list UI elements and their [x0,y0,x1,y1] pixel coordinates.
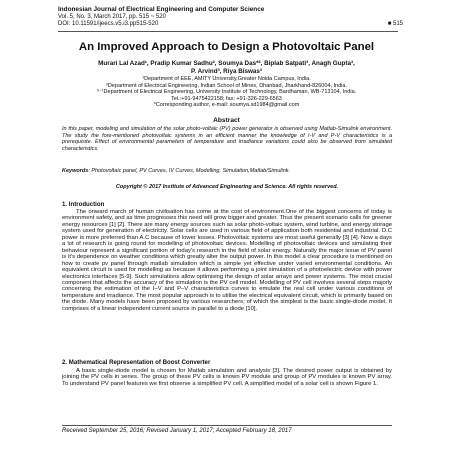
section-1-paragraph: The onward march of human civilisation has come at the cost of environment.One of the biggest concerns of today is environment safety, and as time progresses this need will grow bigger and greater. Thus the present scenario calls for greener energy resources [1] [2]. There are many energy sources such as solar photo-voltaic system, wind turbine, and energy storage system used for generation of electricity. Solar cells are used in various field of application both residential and industrial. D.C power is more preferred than A.C because of lower losses. Photovoltaic systems are most useful generally [3] [4]. Now a days a lot of research is going round for modelling of photovoltaic devices. Modelling of photovoltaic devices and simulating their behaviour represent a significant portion of today's research in the field of solar energy. Naturally the major issue of PV panel is it's dependence on weather conditions which greatly alter the output power. In this model a clear procedure is mentioned on how to create pv panel through matlab simulation which is simple yet effective under varied environmental conditions. An equivalent circuit is used for modelling as because it allows performing a joint simulation of a photoelectric device with power electronics interfaces [5-9]. Such simulations allow optimising the design of solar arrays and power systems. The most crucial component that affects the accuracy of the simulation is the PV cell model. Modelling of PV cell involves several steps majorly concerning the estimation of the I–V and P–V characteristics curves to emulate the real cell under various conditions of temperature and irradiance. The most popular approach is to utilise the electrical equivalent circuit, which is primarily based on the diode. Many models have been proposed by various researchers; of which the simplest is the basic single-diode model. It comprises of a linear independent current source in parallel to a diode [10]. [62,209,392,312]
copyright-notice: Copyright © 2017 Institute of Advanced Engineering and Science. All rights reserved. [115,184,339,190]
affiliations [40,76,413,109]
keywords-text: : Photovoltaic panel, PV Curves, IV Curves, Modelling, Simulation,Matlab/Simulink. [88,168,291,174]
section-1-heading: 1. Introduction [62,201,105,208]
section-2-paragraph: A basic single-diode model is chosen for Matlab simulation and analysis [3]. The desired power output is obtained by joining the PV cells in series. The group of these PV cells is known PV module and group of PV modules is known PV array. To understand PV panel features we first observe a simplified PV cell. A simplified model of a solar cell is shown Figure 1. [62,368,392,387]
author-list [40,60,413,75]
affiliation-2: ²Department of Electrical Engineering, Indian School of Mines, Dhanbad, Jharkhand-826004, India. [106,82,347,89]
affiliation-3: ³⁻⁷Department of Electrical Engineering, University Institute of Technology, Bardhaman, WB-713104, India. [96,89,357,96]
journal-name: Indonesian Journal of Electrical Engineering and Computer Science [58,6,265,13]
section-2-body [62,368,392,387]
affiliation-1: ¹Department of EEE, AMITY University,Greater Noida Campus, India. [142,76,311,82]
header-rule [58,31,398,32]
paper-title: An Improved Approach to Design a Photovoltaic Panel [78,41,375,53]
page-marker: ■ 515 [387,20,403,27]
keywords [62,168,392,175]
doi-text: DOI: 10.11591/ijeecs.v5.i3.pp515-520 [58,20,159,27]
volume-line: Vol. 5, No. 3, March 2017, pp. 515 ~ 520 [58,13,166,20]
contact-line: Tel.:+91-9475422158; fax: +91-326-229-6563 [171,95,282,102]
section-2-heading: 2. Mathematical Representation of Boost Converter [62,359,211,366]
authors-line-1: Murari Lal Azad¹, Pradip Kumar Sadhu², Soumya Das*², Biplab Satpati³, Anagh Gupta³, [98,60,355,67]
abstract-heading: Abstract [213,117,240,124]
doi-line [58,21,403,28]
abstract-text: In this paper, modeling and simulation of the solar photo-voltaic (PV) power generator is observed using Matlab-Simulink environment. The study the fore-mentioned photovoltaic systems in an efficient manner the knowledge of I-V and P-V characteristics is a prerequisite. Effect of environmental parameters of temperature and irradiance variations could also be observed from simulated characteristics. [62,126,392,153]
journal-header [58,6,403,28]
section-1-body [62,209,392,312]
received-dates: Received September 25, 2016; Revised January 1, 2017; Accepted February 18, 2017 [62,428,292,434]
footer-rule [62,425,392,426]
corresponding-email: *Corresponding author, e-mail: soumya.sd1984@gmail.com [153,102,300,109]
authors-line-2: P. Arvind³, Riya Biswas³ [190,67,263,75]
keywords-label: Keywords [62,168,89,174]
